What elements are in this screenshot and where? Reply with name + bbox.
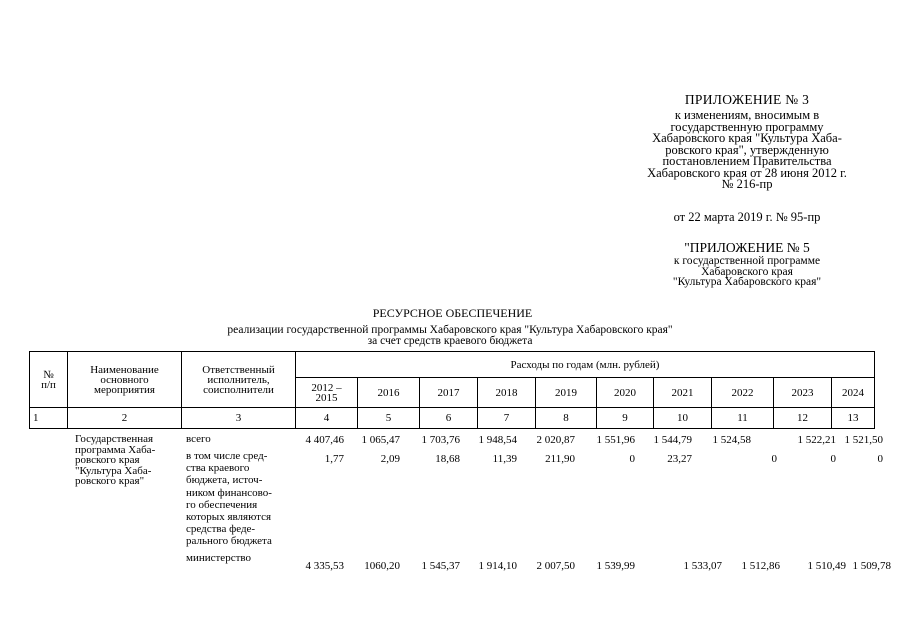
- column-number: 1: [30, 408, 68, 429]
- cell-total-2024: 1 521,50: [844, 434, 883, 446]
- appendix5-title: "ПРИЛОЖЕНИЕ № 5: [684, 240, 810, 255]
- cell-ministry-2019: 2 007,50: [536, 560, 575, 572]
- header-executor: [182, 352, 296, 408]
- appendix3-line: к изменениям, вносимым в: [674, 108, 820, 122]
- column-number: 7: [478, 408, 536, 429]
- column-number: 8: [536, 408, 597, 429]
- column-number: 4: [296, 408, 358, 429]
- column-number: 5: [358, 408, 420, 429]
- appendix3-text: [612, 110, 882, 191]
- header-year: 2017: [420, 378, 478, 408]
- row-label-federal: [186, 450, 298, 548]
- row-label-line: в том числе сред-: [186, 450, 268, 462]
- appendix3-line: Хабаровского края "Культура Хаба-: [652, 131, 842, 145]
- header-year: 2020: [597, 378, 654, 408]
- appendix3-line: № 216-пр: [721, 177, 773, 191]
- document-title: РЕСУРСНОЕ ОБЕСПЕЧЕНИЕ: [372, 306, 533, 320]
- header-name-line: мероприятия: [94, 383, 155, 396]
- cell-federal-2020: 0: [629, 453, 635, 465]
- cell-ministry-2023: 1 510,49: [807, 560, 846, 572]
- program-name-line: программа Хаба-: [75, 443, 156, 456]
- cell-total-2016: 1 065,47: [361, 434, 400, 446]
- header-year: 2018: [478, 378, 536, 408]
- cell-total-2012-2015: 4 407,46: [305, 434, 344, 446]
- row-label-total: [186, 434, 298, 445]
- cell-total-2017: 1 703,76: [421, 434, 460, 446]
- cell-total-2018: 1 948,54: [478, 434, 517, 446]
- header-year: 2024: [832, 378, 875, 408]
- cell-federal-2024: 0: [877, 453, 883, 465]
- row-label-line: ства краевого: [186, 462, 250, 475]
- header-year: 2021: [654, 378, 712, 408]
- row-label-line: министерство: [186, 552, 252, 564]
- header-year: 2022: [712, 378, 774, 408]
- cell-ministry-2022: 1 512,86: [741, 560, 780, 572]
- program-name: [75, 434, 185, 487]
- row-label-line: рального бюджета: [186, 535, 272, 548]
- cell-ministry-2012-2015: 4 335,53: [305, 560, 344, 572]
- appendix3-line: ровского края", утвержденную: [665, 142, 829, 157]
- program-name-line: ровского края": [75, 475, 145, 487]
- appendix3-line: государственную программу: [670, 119, 824, 134]
- resource-table: [29, 351, 875, 429]
- header-year: 2023: [774, 378, 832, 408]
- header-name: [68, 352, 182, 408]
- column-number: 12: [774, 408, 832, 429]
- cell-total-2023: 1 522,21: [797, 434, 836, 446]
- cell-total-2022: 1 524,58: [712, 434, 751, 446]
- appendix5-text: [612, 256, 882, 288]
- column-number: 9: [597, 408, 654, 429]
- cell-federal-2018: 11,39: [492, 453, 517, 465]
- cell-ministry-2020: 1 539,99: [596, 560, 635, 572]
- row-label-line: средства феде-: [186, 523, 256, 536]
- program-name-line: "Культура Хаба-: [75, 464, 152, 477]
- row-label-line: ником финансово-: [186, 486, 272, 499]
- cell-ministry-2017: 1 545,37: [421, 560, 460, 572]
- column-number: 2: [68, 408, 182, 429]
- column-number: 3: [182, 408, 296, 429]
- subtitle-line: за счет средств краевого бюджета: [367, 334, 533, 347]
- row-label-line: которых являются: [186, 511, 272, 524]
- cell-federal-2022: 0: [771, 453, 777, 465]
- cell-federal-2019: 211,90: [545, 453, 575, 465]
- appendix5-line: к государственной программе: [673, 255, 821, 267]
- cell-federal-2021: 23,27: [667, 453, 692, 465]
- column-number: 10: [654, 408, 712, 429]
- header-executor-line: исполнитель,: [207, 373, 270, 386]
- column-number: 6: [420, 408, 478, 429]
- subtitle-line: реализации государственной программы Хабаровского края "Культура Хабаровского края": [227, 324, 673, 336]
- column-number: 11: [712, 408, 774, 429]
- cell-total-2021: 1 544,79: [653, 434, 692, 446]
- appendix5-line: Хабаровского края: [701, 265, 793, 278]
- header-executor-line: Ответственный: [202, 363, 275, 376]
- row-label-line: бюджета, источ-: [186, 474, 263, 487]
- appendix3-line: постановлением Правительства: [662, 154, 832, 168]
- document-subtitle: [150, 325, 750, 346]
- cell-federal-2017: 18,68: [435, 453, 460, 465]
- appendix3-title: ПРИЛОЖЕНИЕ № 3: [684, 92, 810, 107]
- appendix5-line: "Культура Хабаровского края": [672, 276, 822, 288]
- appendix3-date: от 22 марта 2019 г. № 95-пр: [673, 210, 821, 224]
- cell-federal-2012-2015: 1,77: [324, 453, 344, 465]
- header-num-line: №: [43, 368, 54, 381]
- cell-ministry-2021: 1 533,07: [683, 560, 722, 572]
- column-number: 13: [832, 408, 875, 429]
- program-name-line: ровского края: [75, 454, 140, 466]
- cell-total-2019: 2 020,87: [536, 434, 575, 446]
- appendix3-line: Хабаровского края от 28 июня 2012 г.: [647, 165, 847, 180]
- header-num: [30, 352, 68, 408]
- header-expenses: Расходы по годам (млн. рублей): [296, 352, 875, 378]
- program-name-line: Государственная: [75, 433, 154, 445]
- cell-total-2020: 1 551,96: [596, 434, 635, 446]
- row-label-line: всего: [186, 433, 211, 445]
- header-year: 2019: [536, 378, 597, 408]
- header-name-line: Наименование: [90, 363, 159, 376]
- header-name-line: основного: [100, 373, 149, 386]
- header-num-line: п/п: [41, 378, 56, 391]
- header-executor-line: соисполнители: [203, 383, 274, 396]
- cell-ministry-2018: 1 914,10: [478, 560, 517, 572]
- cell-ministry-2024: 1 509,78: [852, 560, 891, 572]
- header-year: 2016: [358, 378, 420, 408]
- row-label-line: го обеспечения: [186, 498, 258, 511]
- row-label-ministry: [186, 553, 298, 564]
- cell-federal-2023: 0: [830, 453, 836, 465]
- header-year: 2012 – 2015: [296, 378, 358, 408]
- cell-ministry-2016: 1060,20: [364, 560, 400, 572]
- cell-federal-2016: 2,09: [380, 453, 400, 465]
